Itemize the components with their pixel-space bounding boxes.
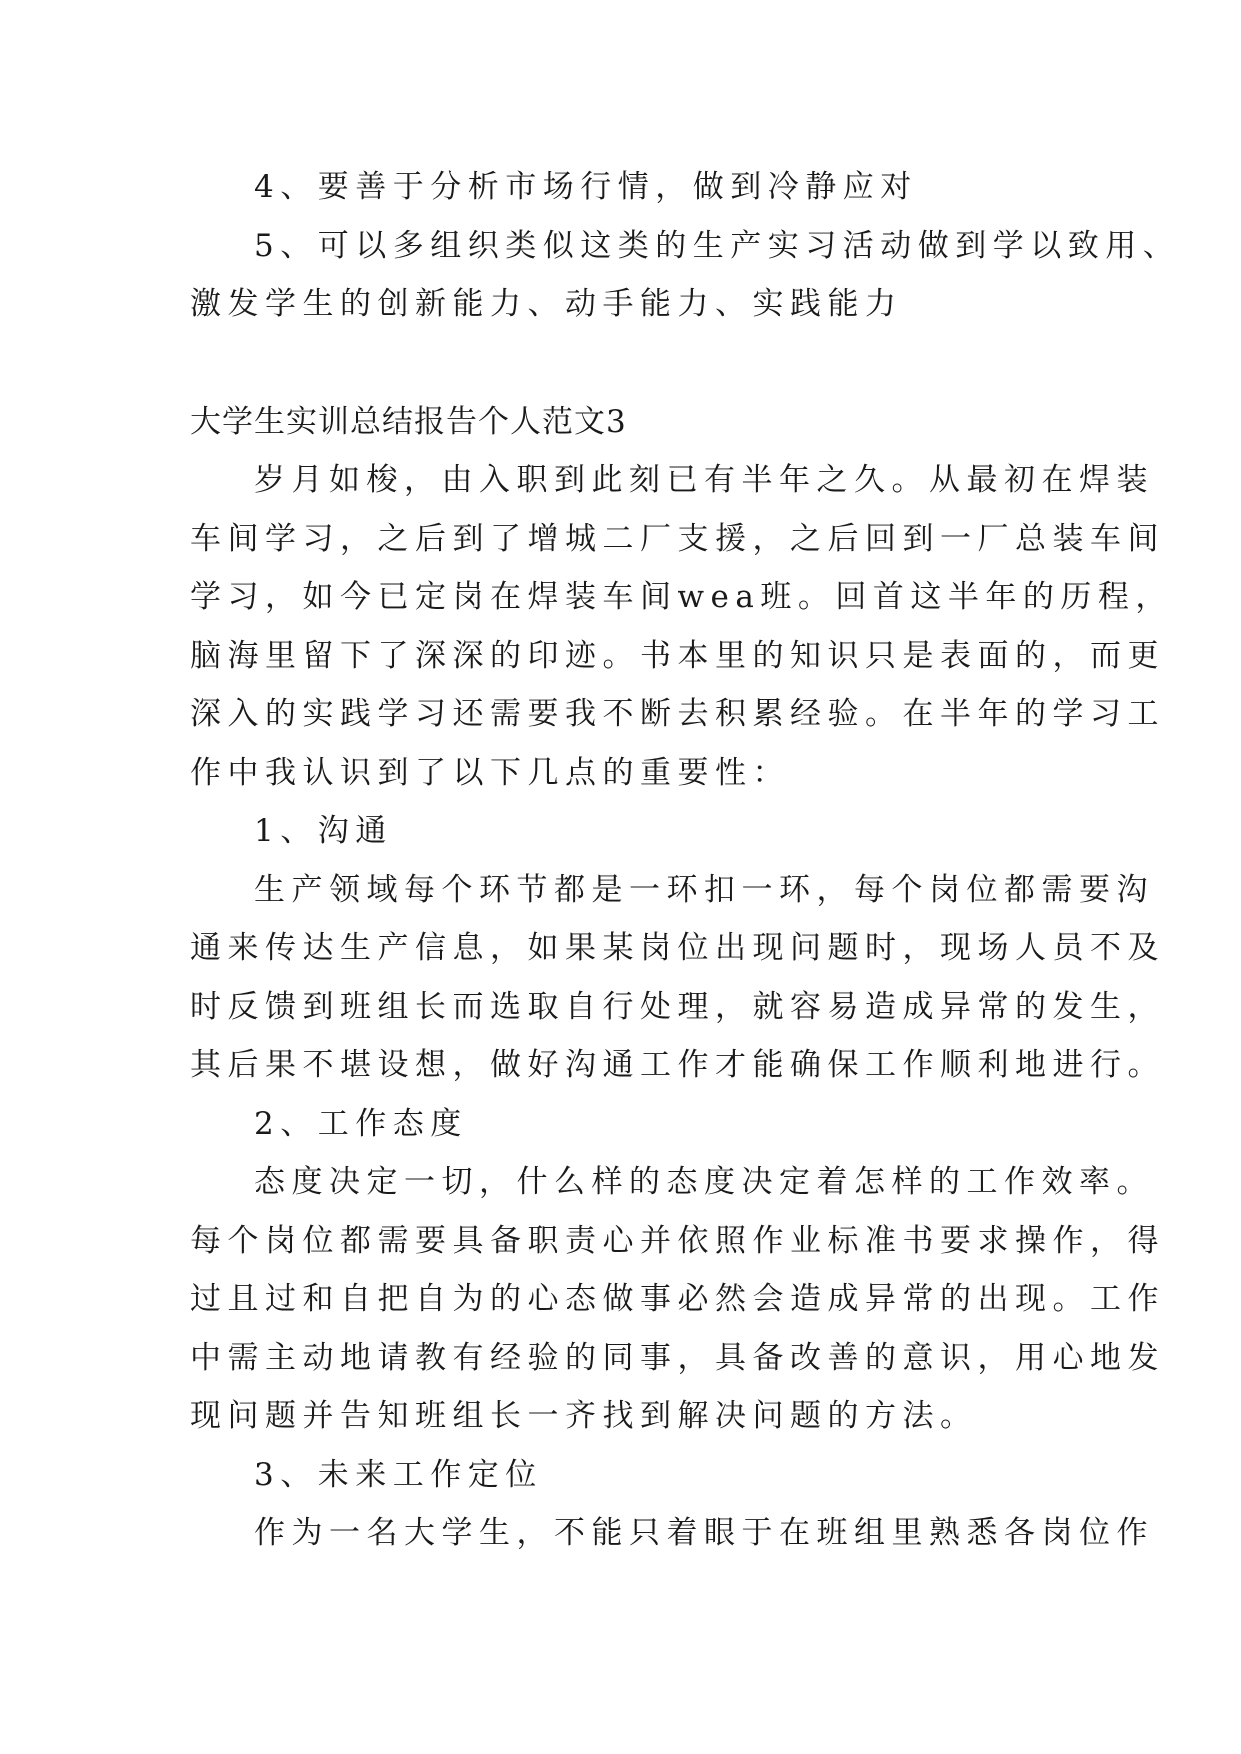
point-1-title: 1、沟通 xyxy=(254,813,393,849)
point-1-line: 其后果不堪设想，做好沟通工作才能确保工作顺利地进行。 xyxy=(190,1047,1165,1083)
document-body xyxy=(190,158,1181,1563)
list-item-4: 4、要善于分析市场行情，做到冷静应对 xyxy=(254,169,918,205)
point-2-line: 每个岗位都需要具备职责心并依照作业标准书要求操作，得 xyxy=(190,1222,1165,1259)
point-2-line: 态度决定一切，什么样的态度决定着怎样的工作效率。 xyxy=(254,1164,1154,1200)
point-2-title: 2、工作态度 xyxy=(254,1105,468,1142)
list-item-5-line-1: 5、可以多组织类似这类的生产实习活动做到学以致用、 xyxy=(254,227,1181,264)
point-3-title: 3、未来工作定位 xyxy=(254,1456,543,1493)
point-1-line: 生产领域每个环节都是一环扣一环，每个岗位都需要沟 xyxy=(254,871,1154,908)
intro-line: 岁月如梭，由入职到此刻已有半年之久。从最初在焊装 xyxy=(254,462,1154,498)
list-item-5-line-2: 激发学生的创新能力、动手能力、实践能力 xyxy=(190,286,903,322)
intro-line: 车间学习，之后到了增城二厂支援，之后回到一厂总装车间 xyxy=(190,520,1165,557)
point-2-line: 过且过和自把自为的心态做事必然会造成异常的出现。工作 xyxy=(190,1281,1165,1317)
intro-line: 学习，如今已定岗在焊装车间wea班。回首这半年的历程， xyxy=(190,579,1173,615)
intro-line: 深入的实践学习还需要我不断去积累经验。在半年的学习工 xyxy=(190,696,1165,732)
intro-line: 作中我认识到了以下几点的重要性： xyxy=(190,754,790,791)
point-1-line: 时反馈到班组长而选取自行处理，就容易造成异常的发生， xyxy=(190,988,1165,1025)
point-3-line: 作为一名大学生，不能只着眼于在班组里熟悉各岗位作 xyxy=(254,1515,1154,1551)
point-1-line: 通来传达生产信息，如果某岗位出现问题时，现场人员不及 xyxy=(190,930,1165,966)
section-title: 大学生实训总结报告个人范文3 xyxy=(190,403,627,440)
section-gap xyxy=(190,334,1070,393)
intro-line: 脑海里留下了深深的印迹。书本里的知识只是表面的，而更 xyxy=(190,637,1165,674)
point-2-line: 现问题并告知班组长一齐找到解决问题的方法。 xyxy=(190,1398,978,1434)
point-2-line: 中需主动地请教有经验的同事，具备改善的意识，用心地发 xyxy=(190,1339,1165,1376)
